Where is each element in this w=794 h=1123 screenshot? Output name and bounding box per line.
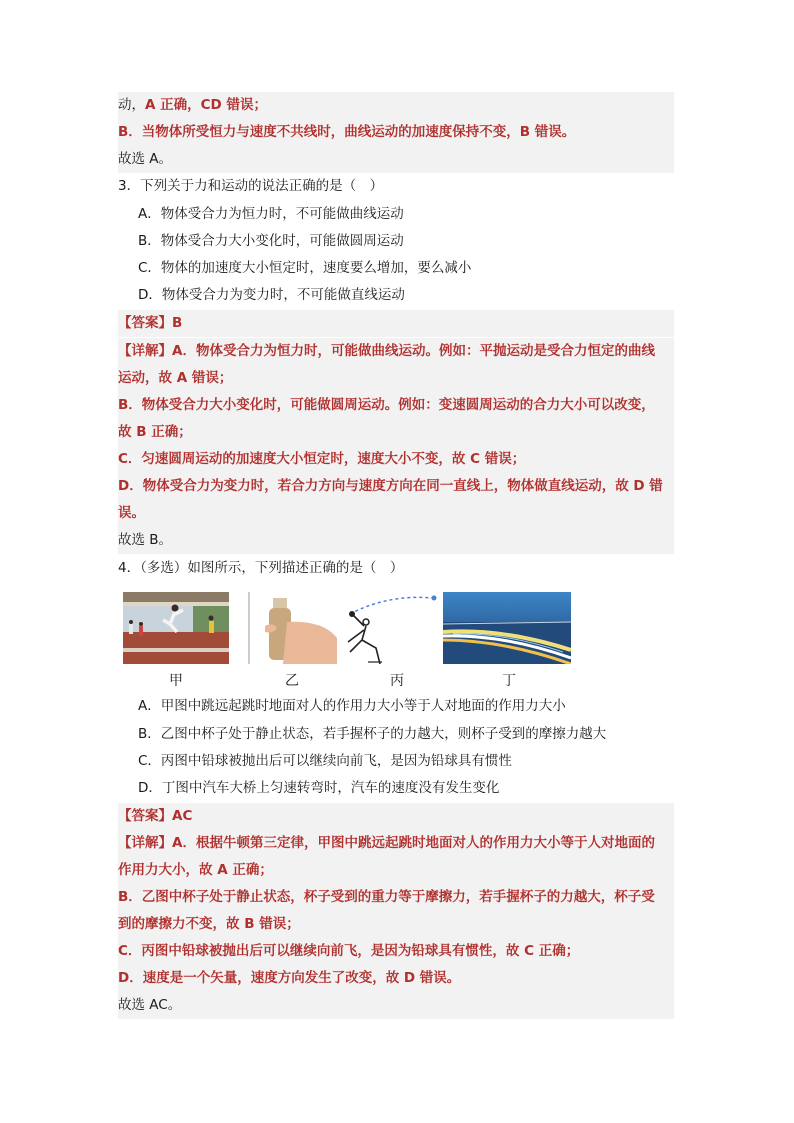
q3-detail-4: 故 B 正确；: [118, 419, 674, 446]
caption-yi: 乙: [285, 673, 299, 689]
q4-option-b: B．乙图中杯子处于静止状态，若手握杯子的力越大，则杯子受到的摩擦力越大: [138, 726, 607, 742]
caption-ding: 丁: [502, 673, 516, 689]
q3-detail-3: B．物体受合力大小变化时，可能做圆周运动。例如：变速圆周运动的合力大小可以改变，: [118, 392, 674, 419]
q3-detail-5: C．匀速圆周运动的加速度大小恒定时，速度大小不变，故 C 错误；: [118, 446, 674, 473]
q4-detail-2: 作用力大小，故 A 正确；: [118, 857, 674, 884]
q3-option-b: B．物体受合力大小变化时，可能做圆周运动: [138, 233, 404, 249]
q3-detail-8: 故选 B。: [118, 527, 674, 554]
q4-option-a: A．甲图中跳远起跳时地面对人的作用力大小等于人对地面的作用力大小: [138, 698, 566, 714]
q4-answer: 【答案】AC: [118, 803, 674, 830]
prev-line-1: 动，A 正确，CD 错误；: [118, 92, 674, 119]
q4-option-d: D．丁图中汽车大桥上匀速转弯时，汽车的速度没有发生变化: [138, 780, 500, 796]
q3-option-a: A．物体受合力为恒力时，不可能做曲线运动: [138, 206, 404, 222]
caption-bing: 丙: [390, 673, 404, 689]
q4-detail-4: 到的摩擦力不变，故 B 错误；: [118, 911, 674, 938]
q3-detail-6: D．物体受合力为变力时，若合力方向与速度方向在同一直线上，物体做直线运动，故 D 错: [118, 473, 674, 500]
q3-option-d: D．物体受合力为变力时，不可能做直线运动: [138, 287, 405, 303]
prev-line-2: B．当物体所受恒力与速度不共线时，曲线运动的加速度保持不变，B 错误。: [118, 119, 674, 146]
q4-detail-6: D．速度是一个矢量，速度方向发生了改变，故 D 错误。: [118, 965, 674, 992]
hand-holding-cup-photo: [243, 592, 338, 664]
bridge-night-photo: [443, 592, 571, 664]
prev-line-3: 故选 A。: [118, 146, 674, 173]
q4-stem: 4．（多选）如图所示，下列描述正确的是（ ）: [118, 560, 404, 576]
q4-detail-3: B．乙图中杯子处于静止状态，杯子受到的重力等于摩擦力，若手握杯子的力越大，杯子受: [118, 884, 674, 911]
q3-option-c: C．物体的加速度大小恒定时，速度要么增加，要么减小: [138, 260, 472, 276]
q3-detail-1: 【详解】A．物体受合力为恒力时，可能做曲线运动。例如：平抛运动是受合力恒定的曲线: [118, 338, 674, 365]
q4-detail-5: C．丙图中铅球被抛出后可以继续向前飞，是因为铅球具有惯性，故 C 正确；: [118, 938, 674, 965]
q3-answer: 【答案】B: [118, 310, 674, 337]
q3-stem: 3．下列关于力和运动的说法正确的是（ ）: [118, 178, 384, 194]
shot-put-sketch: [338, 592, 440, 664]
long-jump-photo: [123, 592, 229, 664]
caption-jia: 甲: [169, 673, 183, 689]
q3-detail-7: 误。: [118, 500, 674, 527]
q4-option-c: C．丙图中铅球被抛出后可以继续向前飞，是因为铅球具有惯性: [138, 753, 512, 769]
q4-detail-7: 故选 AC。: [118, 992, 674, 1019]
q3-detail-2: 运动，故 A 错误；: [118, 365, 674, 392]
q4-detail-1: 【详解】A．根据牛顿第三定律，甲图中跳远起跳时地面对人的作用力大小等于人对地面的: [118, 830, 674, 857]
